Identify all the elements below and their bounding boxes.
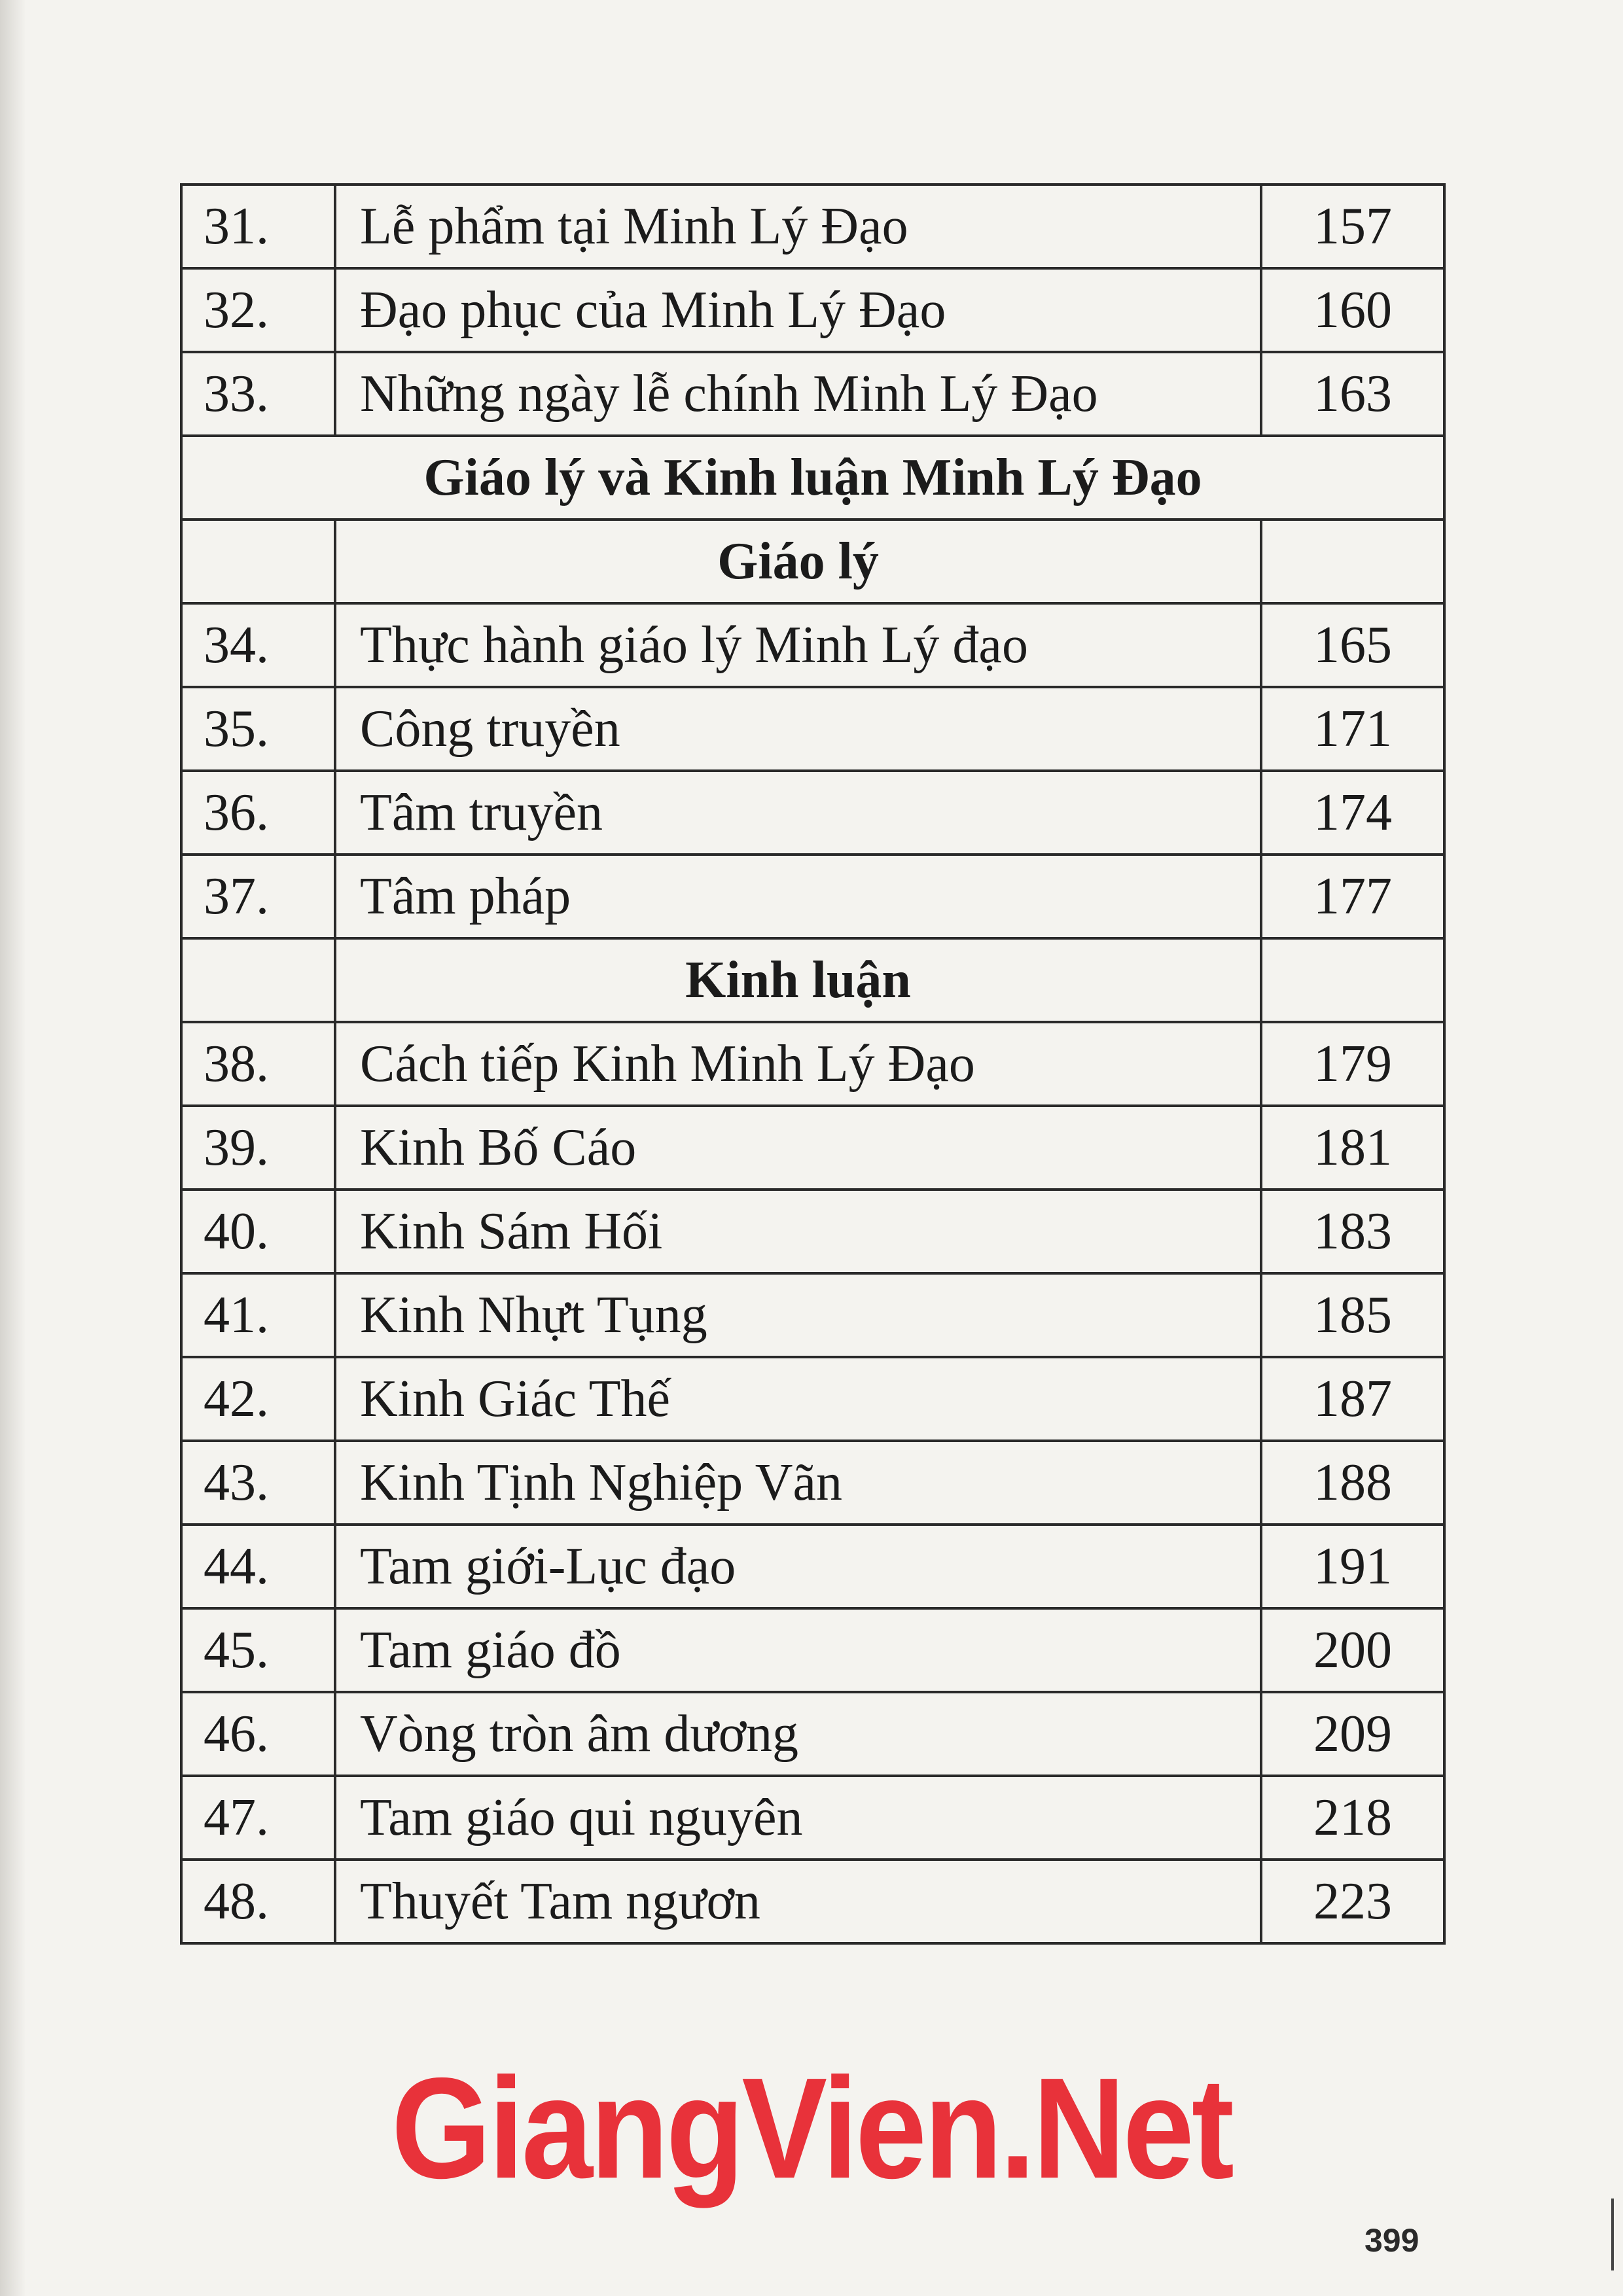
entry-number: 31. bbox=[181, 185, 335, 268]
entry-number: 46. bbox=[181, 1692, 335, 1776]
entry-number: 39. bbox=[181, 1106, 335, 1190]
page-edge-mark bbox=[1611, 2199, 1614, 2270]
toc-entry-row bbox=[181, 185, 1444, 268]
entry-title: Tam giới-Lục đạo bbox=[335, 1525, 1261, 1608]
entry-number: 33. bbox=[181, 352, 335, 436]
entry-title: Thuyết Tam ngươn bbox=[335, 1860, 1261, 1943]
entry-title: Tam giáo qui nguyên bbox=[335, 1776, 1261, 1860]
entry-number: 34. bbox=[181, 603, 335, 687]
entry-number: 36. bbox=[181, 771, 335, 855]
entry-number: 35. bbox=[181, 687, 335, 771]
entry-title: Kinh Nhựt Tụng bbox=[335, 1273, 1261, 1357]
empty-cell bbox=[181, 938, 335, 1022]
empty-cell bbox=[1261, 520, 1444, 603]
entry-page: 160 bbox=[1261, 268, 1444, 352]
table-of-contents bbox=[180, 183, 1446, 1945]
entry-title: Kinh Bố Cáo bbox=[335, 1106, 1261, 1190]
entry-title: Tâm truyền bbox=[335, 771, 1261, 855]
entry-page: 177 bbox=[1261, 855, 1444, 938]
entry-page: 174 bbox=[1261, 771, 1444, 855]
page-number: 399 bbox=[1364, 2222, 1419, 2259]
entry-number: 37. bbox=[181, 855, 335, 938]
entry-title: Lễ phẩm tại Minh Lý Đạo bbox=[335, 185, 1261, 268]
entry-number: 44. bbox=[181, 1525, 335, 1608]
entry-page: 223 bbox=[1261, 1860, 1444, 1943]
entry-number: 42. bbox=[181, 1357, 335, 1441]
toc-section-heading-row bbox=[181, 436, 1444, 520]
toc-body bbox=[181, 185, 1444, 1943]
toc-entry-row bbox=[181, 603, 1444, 687]
toc-entry-row bbox=[181, 1525, 1444, 1608]
entry-title: Tâm pháp bbox=[335, 855, 1261, 938]
entry-page: 187 bbox=[1261, 1357, 1444, 1441]
entry-title: Kinh Tịnh Nghiệp Vãn bbox=[335, 1441, 1261, 1525]
entry-page: 188 bbox=[1261, 1441, 1444, 1525]
entry-page: 179 bbox=[1261, 1022, 1444, 1106]
toc-entry-row bbox=[181, 771, 1444, 855]
toc-entry-row bbox=[181, 268, 1444, 352]
subsection-heading: Giáo lý bbox=[335, 520, 1261, 603]
entry-title: Tam giáo đồ bbox=[335, 1608, 1261, 1692]
toc-entry-row bbox=[181, 1106, 1444, 1190]
entry-number: 32. bbox=[181, 268, 335, 352]
toc-entry-row bbox=[181, 1357, 1444, 1441]
toc-entry-row bbox=[181, 1190, 1444, 1273]
entry-title: Kinh Sám Hối bbox=[335, 1190, 1261, 1273]
page-edge-shadow bbox=[0, 0, 26, 2296]
toc-entry-row bbox=[181, 855, 1444, 938]
watermark-text: GiangVien.Net bbox=[391, 2047, 1232, 2209]
entry-page: 163 bbox=[1261, 352, 1444, 436]
entry-page: 191 bbox=[1261, 1525, 1444, 1608]
toc-entry-row bbox=[181, 1776, 1444, 1860]
toc-subheading-row bbox=[181, 520, 1444, 603]
entry-number: 40. bbox=[181, 1190, 335, 1273]
entry-page: 200 bbox=[1261, 1608, 1444, 1692]
toc-subheading-row bbox=[181, 938, 1444, 1022]
entry-title: Kinh Giác Thế bbox=[335, 1357, 1261, 1441]
toc-entry-row bbox=[181, 1273, 1444, 1357]
toc-entry-row bbox=[181, 1441, 1444, 1525]
entry-title: Cách tiếp Kinh Minh Lý Đạo bbox=[335, 1022, 1261, 1106]
entry-number: 38. bbox=[181, 1022, 335, 1106]
toc-entry-row bbox=[181, 687, 1444, 771]
entry-page: 157 bbox=[1261, 185, 1444, 268]
entry-title: Đạo phục của Minh Lý Đạo bbox=[335, 268, 1261, 352]
entry-page: 171 bbox=[1261, 687, 1444, 771]
entry-title: Vòng tròn âm dương bbox=[335, 1692, 1261, 1776]
entry-number: 41. bbox=[181, 1273, 335, 1357]
entry-number: 43. bbox=[181, 1441, 335, 1525]
entry-number: 48. bbox=[181, 1860, 335, 1943]
entry-page: 183 bbox=[1261, 1190, 1444, 1273]
toc-entry-row bbox=[181, 1692, 1444, 1776]
entry-page: 218 bbox=[1261, 1776, 1444, 1860]
entry-page: 209 bbox=[1261, 1692, 1444, 1776]
entry-page: 165 bbox=[1261, 603, 1444, 687]
toc-entry-row bbox=[181, 1022, 1444, 1106]
toc-entry-row bbox=[181, 1860, 1444, 1943]
entry-number: 47. bbox=[181, 1776, 335, 1860]
toc-entry-row bbox=[181, 352, 1444, 436]
section-heading: Giáo lý và Kinh luận Minh Lý Đạo bbox=[181, 436, 1444, 520]
empty-cell bbox=[181, 520, 335, 603]
toc-entry-row bbox=[181, 1608, 1444, 1692]
empty-cell bbox=[1261, 938, 1444, 1022]
subsection-heading: Kinh luận bbox=[335, 938, 1261, 1022]
entry-page: 181 bbox=[1261, 1106, 1444, 1190]
entry-number: 45. bbox=[181, 1608, 335, 1692]
entry-title: Công truyền bbox=[335, 687, 1261, 771]
entry-title: Thực hành giáo lý Minh Lý đạo bbox=[335, 603, 1261, 687]
entry-page: 185 bbox=[1261, 1273, 1444, 1357]
entry-title: Những ngày lễ chính Minh Lý Đạo bbox=[335, 352, 1261, 436]
